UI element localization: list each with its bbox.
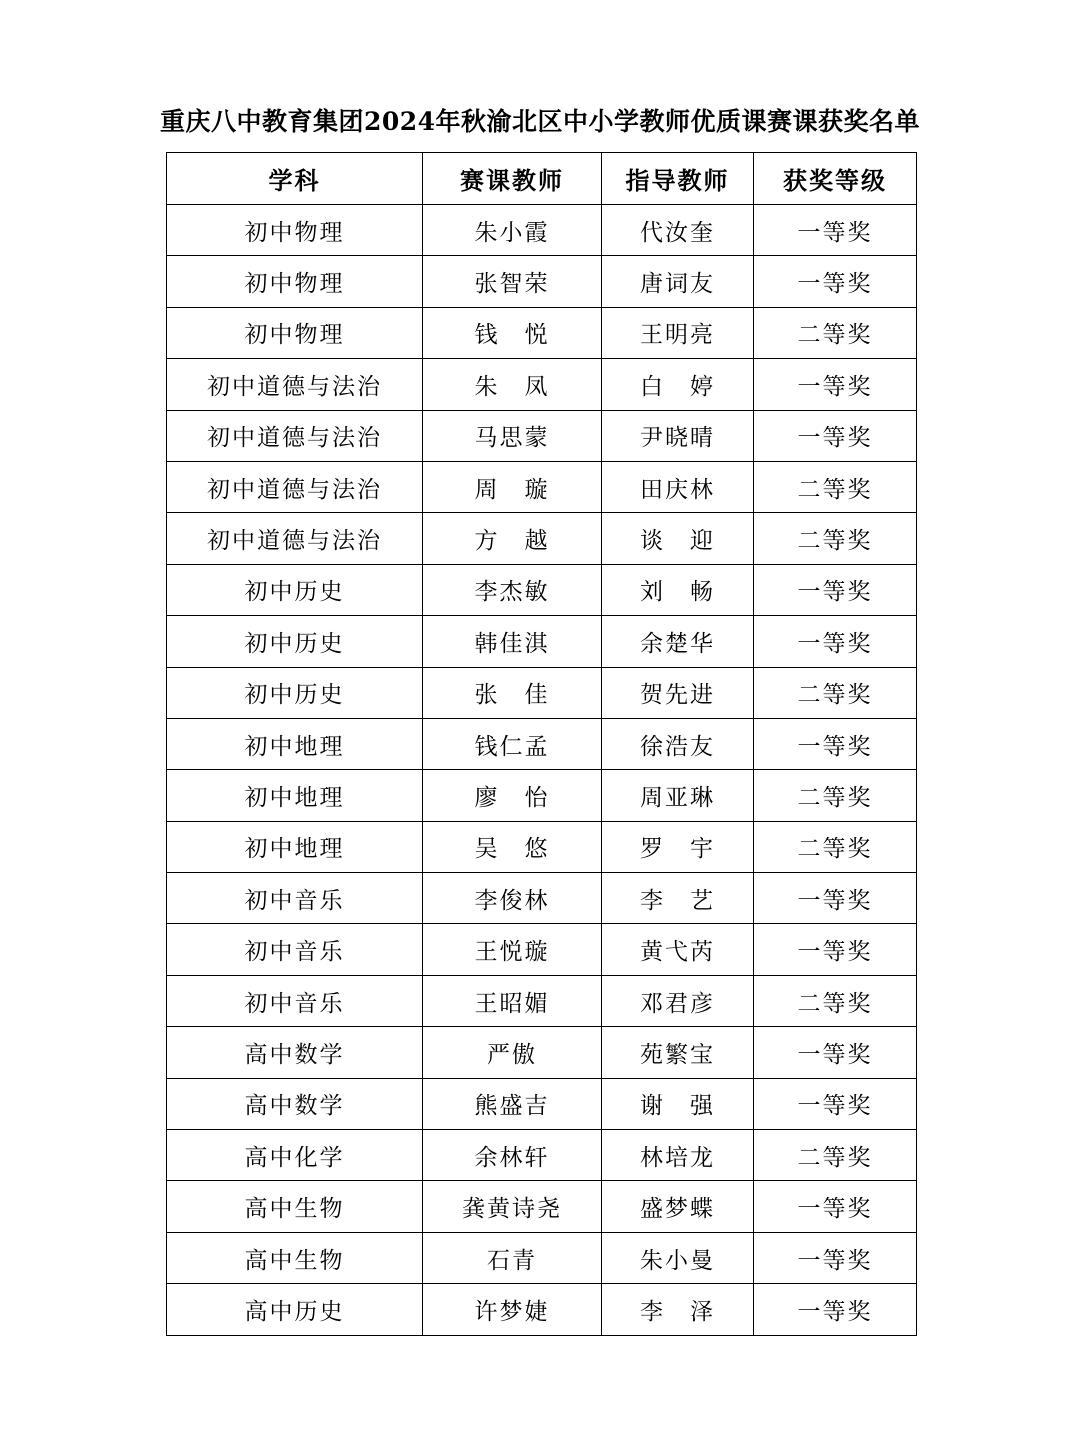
- cell-award-level: 一等奖: [754, 1232, 917, 1283]
- cell-subject: 初中物理: [167, 307, 423, 358]
- cell-mentor: 苑繁宝: [602, 1027, 754, 1078]
- cell-subject: 初中音乐: [167, 975, 423, 1026]
- cell-teacher: 朱 凤: [423, 359, 602, 410]
- table-row: [167, 821, 917, 872]
- cell-teacher: 严傲: [423, 1027, 602, 1078]
- document-title: 重庆八中教育集团2024年秋渝北区中小学教师优质课赛课获奖名单: [159, 107, 921, 136]
- header-teacher: 赛课教师: [423, 153, 602, 205]
- cell-mentor: 黄弋芮: [602, 924, 754, 975]
- cell-subject: 初中物理: [167, 205, 423, 256]
- cell-teacher: 廖 怡: [423, 770, 602, 821]
- cell-mentor: 谈 迎: [602, 513, 754, 564]
- cell-subject: 初中历史: [167, 616, 423, 667]
- cell-teacher: 余林轩: [423, 1130, 602, 1181]
- cell-teacher: 李俊林: [423, 873, 602, 924]
- cell-teacher: 周 璇: [423, 461, 602, 512]
- cell-award-level: 一等奖: [754, 410, 917, 461]
- cell-teacher: 马思蒙: [423, 410, 602, 461]
- cell-mentor: 邓君彦: [602, 975, 754, 1026]
- table-row: [167, 1078, 917, 1129]
- cell-award-level: 一等奖: [754, 205, 917, 256]
- cell-subject: 初中地理: [167, 821, 423, 872]
- cell-award-level: 一等奖: [754, 1181, 917, 1232]
- table-row: [167, 359, 917, 410]
- table-row: [167, 256, 917, 307]
- cell-teacher: 王悦璇: [423, 924, 602, 975]
- table-body: [167, 205, 917, 1336]
- cell-teacher: 张 佳: [423, 667, 602, 718]
- cell-mentor: 林培龙: [602, 1130, 754, 1181]
- cell-mentor: 白 婷: [602, 359, 754, 410]
- cell-award-level: 二等奖: [754, 461, 917, 512]
- cell-teacher: 熊盛吉: [423, 1078, 602, 1129]
- cell-subject: 初中道德与法治: [167, 513, 423, 564]
- cell-teacher: 方 越: [423, 513, 602, 564]
- cell-teacher: 王昭媚: [423, 975, 602, 1026]
- cell-mentor: 盛梦蝶: [602, 1181, 754, 1232]
- cell-award-level: 一等奖: [754, 1027, 917, 1078]
- table-row: [167, 461, 917, 512]
- cell-mentor: 田庆林: [602, 461, 754, 512]
- cell-subject: 初中道德与法治: [167, 359, 423, 410]
- header-subject: 学科: [167, 153, 423, 205]
- cell-subject: 初中道德与法治: [167, 410, 423, 461]
- award-table: [166, 152, 917, 1336]
- cell-mentor: 罗 宇: [602, 821, 754, 872]
- table-row: [167, 410, 917, 461]
- cell-subject: 初中历史: [167, 667, 423, 718]
- cell-teacher: 钱 悦: [423, 307, 602, 358]
- cell-award-level: 二等奖: [754, 770, 917, 821]
- cell-mentor: 周亚琳: [602, 770, 754, 821]
- cell-teacher: 许梦婕: [423, 1284, 602, 1335]
- cell-subject: 高中历史: [167, 1284, 423, 1335]
- cell-award-level: 一等奖: [754, 1078, 917, 1129]
- table-row: [167, 513, 917, 564]
- cell-teacher: 钱仁孟: [423, 718, 602, 769]
- cell-subject: 高中数学: [167, 1078, 423, 1129]
- cell-mentor: 余楚华: [602, 616, 754, 667]
- table-row: [167, 667, 917, 718]
- cell-subject: 初中历史: [167, 564, 423, 615]
- cell-mentor: 代汝奎: [602, 205, 754, 256]
- cell-teacher: 李杰敏: [423, 564, 602, 615]
- cell-subject: 初中物理: [167, 256, 423, 307]
- cell-award-level: 二等奖: [754, 667, 917, 718]
- cell-mentor: 朱小曼: [602, 1232, 754, 1283]
- cell-mentor: 谢 强: [602, 1078, 754, 1129]
- cell-subject: 高中生物: [167, 1181, 423, 1232]
- cell-subject: 初中地理: [167, 770, 423, 821]
- cell-award-level: 二等奖: [754, 307, 917, 358]
- cell-award-level: 一等奖: [754, 873, 917, 924]
- cell-mentor: 贺先进: [602, 667, 754, 718]
- table-row: [167, 873, 917, 924]
- cell-subject: 初中道德与法治: [167, 461, 423, 512]
- cell-subject: 高中数学: [167, 1027, 423, 1078]
- cell-mentor: 尹晓晴: [602, 410, 754, 461]
- cell-award-level: 一等奖: [754, 564, 917, 615]
- cell-mentor: 徐浩友: [602, 718, 754, 769]
- table-row: [167, 924, 917, 975]
- table-row: [167, 205, 917, 256]
- cell-award-level: 一等奖: [754, 718, 917, 769]
- cell-award-level: 一等奖: [754, 359, 917, 410]
- cell-teacher: 韩佳淇: [423, 616, 602, 667]
- table-row: [167, 616, 917, 667]
- table-row: [167, 1130, 917, 1181]
- cell-subject: 高中化学: [167, 1130, 423, 1181]
- cell-award-level: 二等奖: [754, 975, 917, 1026]
- cell-mentor: 李 艺: [602, 873, 754, 924]
- table-row: [167, 1027, 917, 1078]
- cell-award-level: 一等奖: [754, 256, 917, 307]
- cell-teacher: 朱小霞: [423, 205, 602, 256]
- table-row: [167, 718, 917, 769]
- cell-subject: 初中音乐: [167, 873, 423, 924]
- cell-mentor: 李 泽: [602, 1284, 754, 1335]
- cell-subject: 高中生物: [167, 1232, 423, 1283]
- cell-award-level: 一等奖: [754, 616, 917, 667]
- table-header-row: [167, 153, 917, 205]
- table-row: [167, 1284, 917, 1335]
- cell-subject: 初中地理: [167, 718, 423, 769]
- cell-teacher: 吴 悠: [423, 821, 602, 872]
- table-row: [167, 975, 917, 1026]
- cell-award-level: 一等奖: [754, 1284, 917, 1335]
- table-row: [167, 1232, 917, 1283]
- cell-award-level: 一等奖: [754, 924, 917, 975]
- cell-subject: 初中音乐: [167, 924, 423, 975]
- cell-award-level: 二等奖: [754, 513, 917, 564]
- cell-teacher: 张智荣: [423, 256, 602, 307]
- cell-mentor: 刘 畅: [602, 564, 754, 615]
- cell-mentor: 唐词友: [602, 256, 754, 307]
- cell-teacher: 石青: [423, 1232, 602, 1283]
- cell-award-level: 二等奖: [754, 1130, 917, 1181]
- cell-teacher: 龚黄诗尧: [423, 1181, 602, 1232]
- table-row: [167, 564, 917, 615]
- cell-mentor: 王明亮: [602, 307, 754, 358]
- table-row: [167, 1181, 917, 1232]
- header-mentor: 指导教师: [602, 153, 754, 205]
- cell-award-level: 二等奖: [754, 821, 917, 872]
- table-row: [167, 307, 917, 358]
- header-award-level: 获奖等级: [754, 153, 917, 205]
- table-row: [167, 770, 917, 821]
